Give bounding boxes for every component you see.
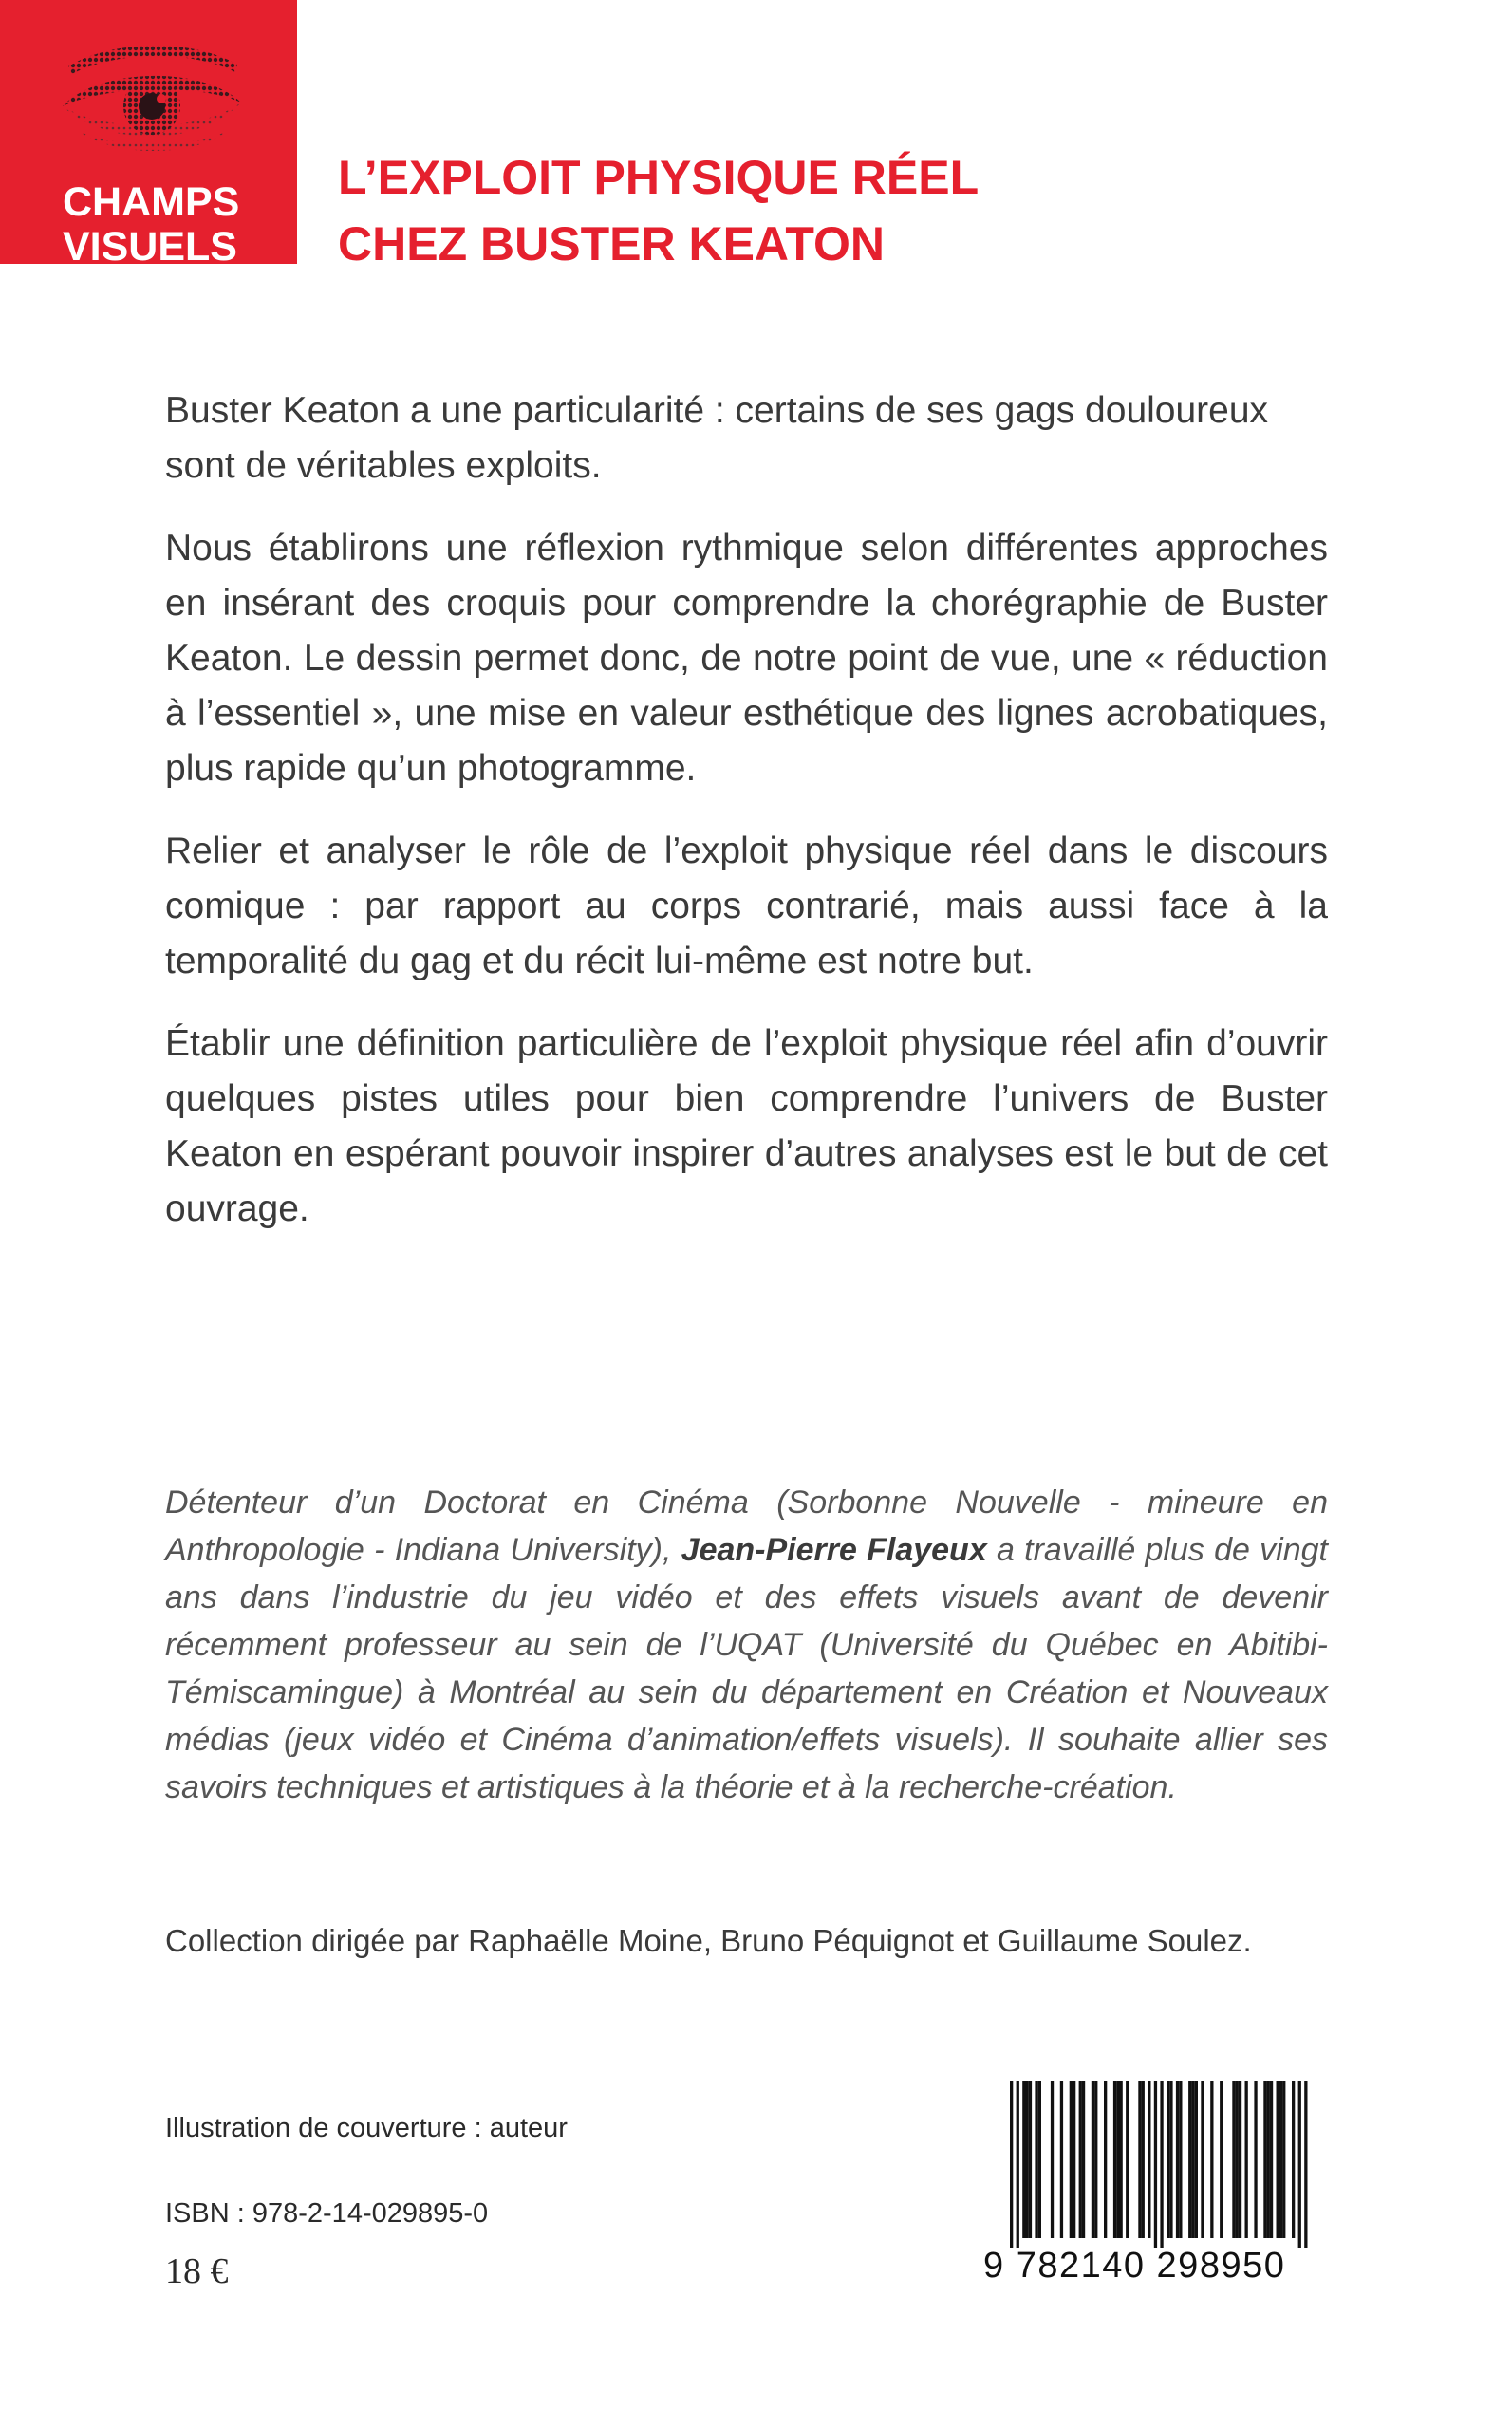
logo-line-2: VISUELS [63,224,237,264]
barcode-bar [1191,2081,1194,2238]
barcode-bar [1017,2081,1019,2248]
barcode-bar [1126,2081,1129,2238]
barcode-bar [1210,2081,1213,2238]
price: 18 € [165,2251,229,2291]
barcode-bar [1169,2081,1172,2238]
description-paragraph: Établir une définition particulière de l’exploit physique réel afin d’ouvrir quelques pistes utiles pour bien comprendre l’univers de Buster Keaton en espérant pouvoir inspirer d’autres analyses est le but de cet ouvrage. [165,1023,1328,1229]
barcode-bar [1060,2081,1063,2238]
bio-rest: a travaillé plus de vingt ans dans l’industrie du jeu vidéo et des effets visuels avant de devenir récemment professeur au sein de l’UQAT (Université du Québec en Abitibi-Témiscamingue) à Montréal au sein du département en Création et Nouveaux médias (jeux vidéo et Cinéma d’animation/effets visuels). Il souhaite allier ses savoirs techniques et artistiques à la théorie et à la recherche-création. [165,1532,1329,1805]
book-title [338,144,979,277]
barcode-bar [1148,2081,1150,2238]
barcode-bar [1239,2081,1241,2238]
barcode-bar [1282,2081,1285,2238]
description-paragraph: Nous établirons une réflexion rythmique selon différentes approches en insérant des croquis pour comprendre la chorégraphie de Buster Keaton. Le dessin permet donc, de notre point de vue, une « réduction à l’essentiel », une mise en valeur esthétique des lignes acrobatiques, plus rapide qu’un photogramme. [165,528,1328,789]
author-bio [165,1479,1328,1811]
barcode-bar [1254,2081,1257,2238]
logo-line-1: CHAMPS [63,179,240,225]
barcode-bar [1304,2081,1307,2248]
barcode-bar [1010,2081,1013,2248]
barcode-bar [1160,2081,1163,2248]
barcode-bar [1188,2081,1191,2238]
description-paragraph: Buster Keaton a une particularité : certains de ses gags douloureux sont de véritables exploits. [165,390,1269,486]
barcode-bar [1142,2081,1145,2238]
barcode-bar [1029,2081,1032,2238]
barcode-bar [1079,2081,1082,2238]
barcode-bar [1138,2081,1141,2238]
publisher-logo-text [63,180,290,264]
barcode [983,2081,1327,2294]
barcode-bar [1038,2081,1041,2238]
barcode-bar [1270,2081,1273,2238]
barcode-bar [1263,2081,1266,2238]
author-name: Jean-Pierre Flayeux [681,1532,987,1568]
barcode-bar [1176,2081,1179,2238]
barcode-bars [983,2081,1327,2248]
publisher-logo [0,0,297,264]
barcode-bar [1035,2081,1037,2238]
barcode-bar [1092,2081,1094,2238]
barcode-bar [1113,2081,1116,2238]
bio-intro: Détenteur d’un Doctorat en Cinéma (Sorbonne Nouvelle - mineure en Anthropologie - Indiana University), [165,1485,1328,1568]
barcode-bar [1267,2081,1270,2238]
barcode-digits: 9 782140 298950 [983,2246,1286,2286]
barcode-bar [1179,2081,1182,2238]
collection-editors: Collection dirigée par Raphaëlle Moine, Bruno Péquignot et Guillaume Soulez. [165,1923,1252,1958]
barcode-bar [1232,2081,1235,2238]
barcode-bar [1073,2081,1075,2238]
barcode-bar [1154,2081,1157,2248]
barcode-bar [1116,2081,1119,2238]
barcode-bar [1195,2081,1198,2238]
title-line-1: L’EXPLOIT PHYSIQUE RÉEL [338,151,980,204]
barcode-bar [1070,2081,1073,2238]
book-description [165,383,1328,1264]
barcode-bar [1292,2081,1295,2238]
barcode-bar [1120,2081,1123,2238]
barcode-bar [1167,2081,1169,2238]
barcode-bar [1026,2081,1029,2238]
barcode-bar [1277,2081,1279,2238]
barcode-bar [1082,2081,1085,2238]
barcode-bar [1022,2081,1025,2238]
description-paragraph: Relier et analyser le rôle de l’exploit physique réel dans le discours comique : par rapport au corps contrarié, mais aussi face à la temporalité du gag et du récit lui-même est notre but. [165,831,1328,981]
barcode-bar [1236,2081,1239,2238]
barcode-bar [1298,2081,1301,2248]
title-line-2: CHEZ BUSTER KEATON [338,217,885,271]
barcode-bar [1220,2081,1223,2238]
barcode-bar [1094,2081,1097,2238]
barcode-bar [1051,2081,1054,2238]
barcode-bar [1279,2081,1282,2238]
barcode-bar [1104,2081,1107,2238]
barcode-bar [1201,2081,1204,2238]
barcode-bar [1245,2081,1248,2238]
eye-icon [59,40,244,161]
cover-illustration-credit: Illustration de couverture : auteur [165,2113,568,2143]
isbn: ISBN : 978-2-14-029895-0 [165,2198,489,2229]
